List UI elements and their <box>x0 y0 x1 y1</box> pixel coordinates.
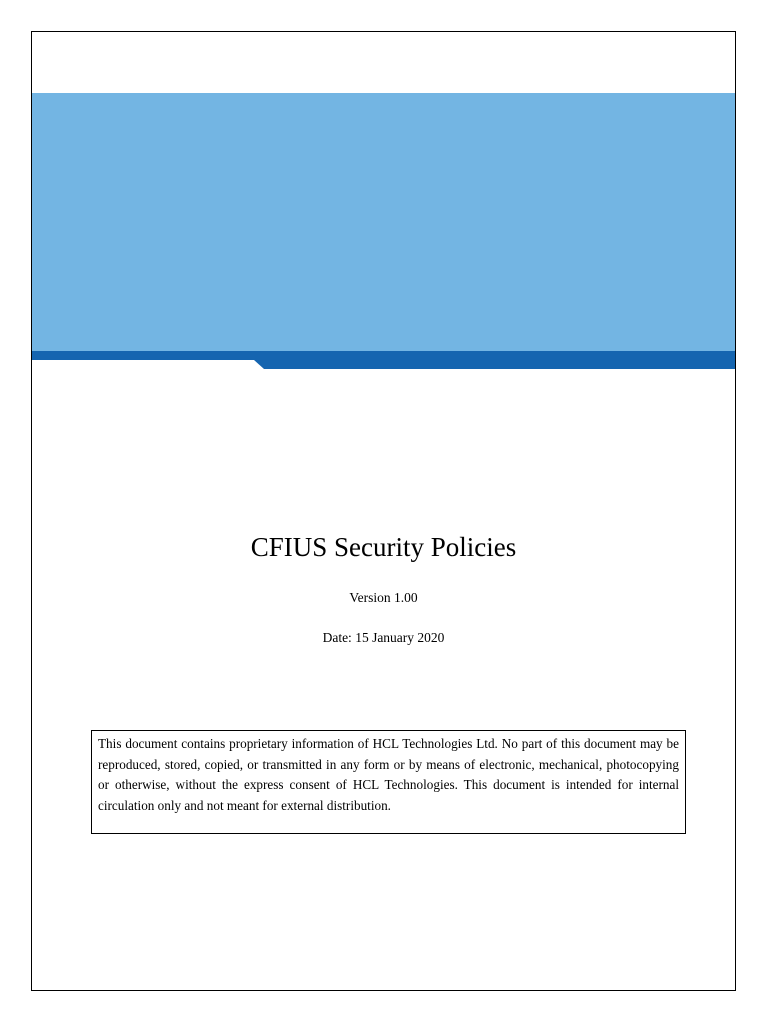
document-version: Version 1.00 <box>349 590 418 605</box>
document-date: Date: 15 January 2020 <box>322 630 445 645</box>
banner-accent-stripe-shape <box>32 351 735 369</box>
banner-accent-stripe <box>32 351 735 369</box>
proprietary-notice-text: This document contains proprietary information of HCL Technologies Ltd. No part of this document may be reproduced, stored, copied, or transmitted in any form or by means of electronic, mechanical, photocopying or otherwise, without the express consent of HCL Technologies. This document is intended for internal circulation only and not meant for external distribution. <box>98 736 679 813</box>
document-page <box>31 31 736 991</box>
proprietary-notice-box <box>91 730 686 834</box>
header-banner <box>32 93 735 351</box>
document-title: CFIUS Security Policies <box>250 532 517 562</box>
